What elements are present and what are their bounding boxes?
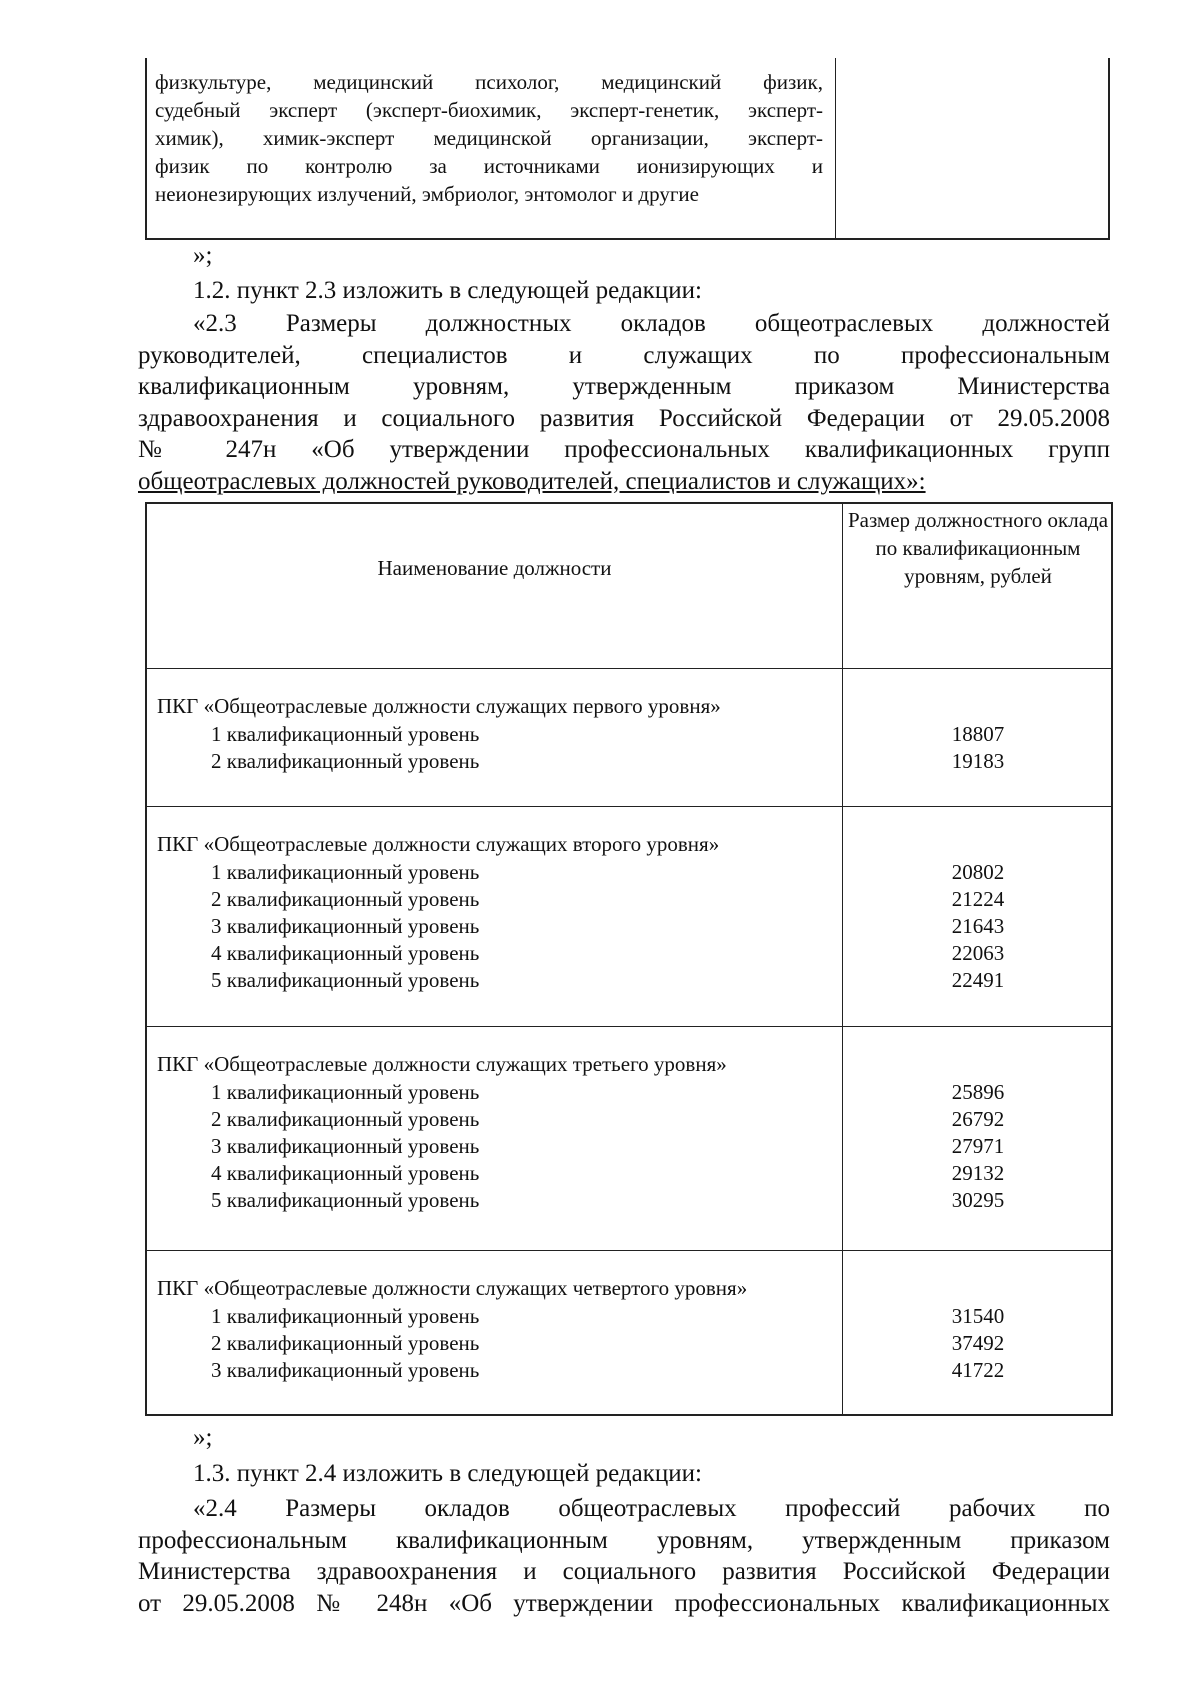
level-label: 1 квалификационный уровень — [211, 1304, 480, 1328]
closing-quote: »; — [193, 1424, 213, 1451]
continuation-table — [145, 58, 1110, 240]
paragraph-line: общеотраслевых должностей руководителей, специалистов и служащих»: — [138, 467, 926, 495]
continuation-line: химик), химик-эксперт медицинской организации, эксперт- — [155, 126, 823, 150]
paragraph-line: «2.3 Размеры должностных окладов общеотраслевых должностей — [193, 310, 1110, 337]
continuation-line: физик по контролю за источниками ионизирующих и — [155, 154, 823, 178]
level-label: 4 квалификационный уровень — [211, 941, 480, 965]
header-position-name: Наименование должности — [377, 556, 612, 580]
column-divider — [842, 504, 843, 1414]
level-label: 3 квалификационный уровень — [211, 914, 480, 938]
paragraph-line: Министерства здравоохранения и социального развития Российской Федерации — [138, 1558, 1110, 1585]
level-label: 2 квалификационный уровень — [211, 749, 480, 773]
row-divider — [147, 1250, 1111, 1251]
item-1-3-heading: 1.3. пункт 2.4 изложить в следующей редакции: — [193, 1460, 702, 1487]
row-divider — [147, 668, 1111, 669]
level-salary: 22063 — [951, 941, 1005, 965]
paragraph-line: «2.4 Размеры окладов общеотраслевых профессий рабочих по — [193, 1495, 1110, 1522]
paragraph-line: здравоохранения и социального развития Российской Федерации от 29.05.2008 — [138, 404, 1110, 432]
level-label: 4 квалификационный уровень — [211, 1161, 480, 1185]
level-salary: 37492 — [951, 1331, 1005, 1355]
group-title: ПКГ «Общеотраслевые должности служащих второго уровня» — [157, 832, 720, 856]
row-divider — [147, 1026, 1111, 1027]
continuation-line: судебный эксперт (эксперт-биохимик, эксперт-генетик, эксперт- — [155, 98, 823, 122]
level-salary: 20802 — [951, 860, 1005, 884]
level-label: 1 квалификационный уровень — [211, 1080, 480, 1104]
paragraph-line: от 29.05.2008 № 248н «Об утверждении профессиональных квалификационных — [138, 1589, 1110, 1617]
level-salary: 25896 — [951, 1080, 1005, 1104]
paragraph-line: квалификационным уровням, утвержденным приказом Министерства — [138, 373, 1110, 400]
level-salary: 21224 — [951, 887, 1005, 911]
level-salary: 18807 — [951, 722, 1005, 746]
group-title: ПКГ «Общеотраслевые должности служащих третьего уровня» — [157, 1052, 727, 1076]
level-salary: 19183 — [951, 749, 1005, 773]
level-label: 5 квалификационный уровень — [211, 1188, 480, 1212]
paragraph-line: профессиональным квалификационным уровням, утвержденным приказом — [138, 1526, 1110, 1554]
level-label: 5 квалификационный уровень — [211, 968, 480, 992]
paragraph-line: руководителей, специалистов и служащих по профессиональным — [138, 341, 1110, 369]
paragraph-2-4 — [138, 1493, 1110, 1619]
closing-quote: »; — [193, 242, 213, 269]
salary-table — [145, 502, 1113, 1416]
level-salary: 26792 — [951, 1107, 1005, 1131]
level-salary: 22491 — [951, 968, 1005, 992]
group-title: ПКГ «Общеотраслевые должности служащих первого уровня» — [157, 694, 721, 718]
level-salary: 30295 — [951, 1188, 1005, 1212]
level-label: 2 квалификационный уровень — [211, 887, 480, 911]
row-divider — [147, 806, 1111, 807]
paragraph-line: № 247н «Об утверждении профессиональных квалификационных групп — [138, 436, 1110, 463]
level-label: 1 квалификационный уровень — [211, 722, 480, 746]
item-1-2-heading: 1.2. пункт 2.3 изложить в следующей редакции: — [193, 277, 702, 304]
level-label: 3 квалификационный уровень — [211, 1134, 480, 1158]
level-salary: 31540 — [951, 1304, 1005, 1328]
level-label: 1 квалификационный уровень — [211, 860, 480, 884]
column-divider — [835, 58, 836, 238]
level-salary: 27971 — [951, 1134, 1005, 1158]
continuation-cell-text — [155, 68, 823, 208]
continuation-line: неионезирующих излучений, эмбриолог, энтомолог и другие — [155, 182, 699, 206]
level-label: 2 квалификационный уровень — [211, 1331, 480, 1355]
header-salary-size: Размер должностного оклада по квалификационным уровням, рублей — [847, 508, 1109, 588]
level-label: 3 квалификационный уровень — [211, 1358, 480, 1382]
level-salary: 21643 — [951, 914, 1005, 938]
level-salary: 41722 — [951, 1358, 1005, 1382]
continuation-line: физкультуре, медицинский психолог, медицинский физик, — [155, 70, 823, 94]
level-label: 2 квалификационный уровень — [211, 1107, 480, 1131]
level-salary: 29132 — [951, 1161, 1005, 1185]
group-title: ПКГ «Общеотраслевые должности служащих четвертого уровня» — [157, 1276, 748, 1300]
paragraph-2-3 — [138, 308, 1110, 497]
